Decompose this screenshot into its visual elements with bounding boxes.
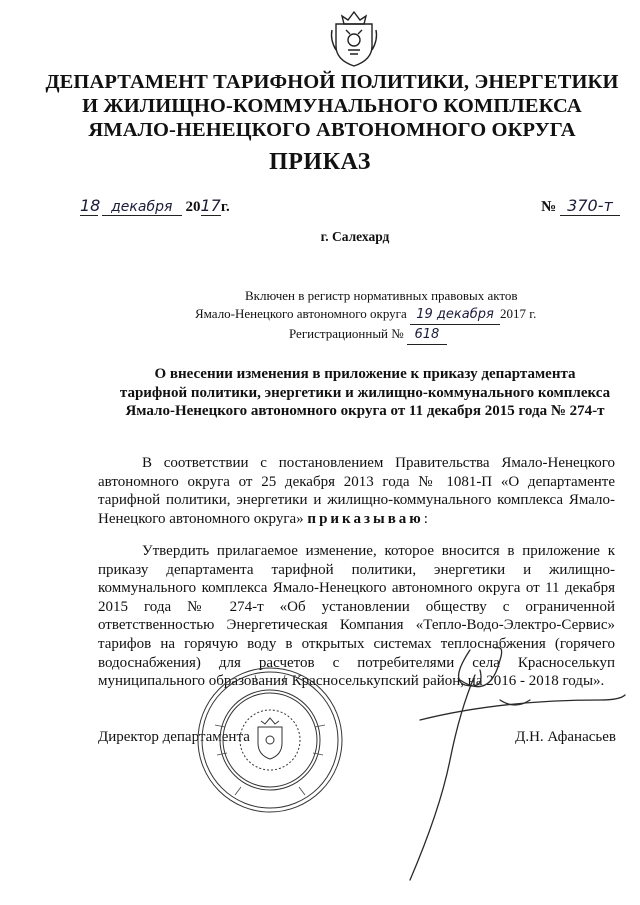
order-word: приказываю: [307, 510, 424, 527]
number-label: №: [541, 199, 557, 215]
signer-position: Директор департамента: [98, 729, 250, 745]
registry-line-2: [195, 305, 555, 325]
header-line-3: ЯМАЛО-НЕНЕЦКОГО АВТОНОМНОГО ОКРУГА: [88, 119, 576, 141]
registry-year: 2017 г.: [500, 306, 537, 321]
title-line-3: Ямало-Ненецкого автономного округа от 11 декабря 2015 года № 274-т: [125, 403, 605, 419]
paragraph-decision-text: Утвердить прилагаемое изменение, которое вносится в приложение к приказу департамента тарифной политики, энергетики и жилищно-коммунального комплекса Ямало-Ненецкого автономного округа от 11 декабря 2015 года № 274-т «Об установлении обществу с ограниченной ответственностью Энергетическая Компания «Тепло-Водо-Электро-Сервис» тарифов на горячую воду в открытых системах теплоснабжения (горячего водоснабжения) для расчетов с потребителями села Красноселькуп муниципального образования Красноселькупский район, на 2016 - 2018 годы».: [98, 543, 615, 690]
header-line-2: И ЖИЛИЩНО-КОММУНАЛЬНОГО КОМПЛЕКСА: [82, 95, 582, 117]
order-date: [80, 196, 230, 216]
paragraph-basis-end: :: [423, 510, 428, 527]
paragraph-basis: [98, 454, 615, 528]
document-type: ПРИКАЗ: [269, 149, 371, 175]
document-title: [110, 365, 620, 421]
coat-of-arms-icon: [328, 6, 380, 68]
title-line-1: О внесении изменения в приложение к приказу департамента: [154, 366, 576, 382]
signer-name: Д.Н. Афанасьев: [515, 729, 616, 745]
registry-block: [195, 287, 555, 345]
registry-number: 618: [407, 326, 447, 345]
registry-number-label: Регистрационный №: [289, 326, 404, 341]
handwritten-signature: [300, 640, 630, 890]
header-line-1: ДЕПАРТАМЕНТ ТАРИФНОЙ ПОЛИТИКИ, ЭНЕРГЕТИКИ: [45, 71, 619, 93]
number-value: 370-т: [560, 196, 620, 216]
registry-date: 19 декабря: [410, 306, 500, 325]
city: г. Салехард: [320, 229, 390, 244]
registry-line-1: Включен в регистр нормативных правовых актов: [245, 288, 518, 303]
title-line-2: тарифной политики, энергетики и жилищно-коммунального комплекса: [119, 384, 611, 401]
date-year-unit: г.: [220, 199, 230, 215]
registry-line-3: [195, 325, 555, 345]
date-year-suffix: 17: [200, 196, 221, 215]
date-number-row: [80, 196, 620, 220]
paragraph-basis-text: В соответствии с постановлением Правительства Ямало-Ненецкого автономного округа от 25 декабря 2013 года № 1081-П «О департаменте тарифной политики, энергетики и жилищно-коммунального комплекса Ямало-Ненецкого автономного округа»: [98, 455, 615, 527]
date-day: 18: [80, 196, 101, 215]
order-number: [541, 196, 620, 216]
registry-region: Ямало-Ненецкого автономного округа: [195, 306, 407, 321]
date-month: декабря: [102, 199, 182, 216]
date-year-prefix: 20: [185, 199, 201, 215]
department-header: [40, 70, 624, 142]
